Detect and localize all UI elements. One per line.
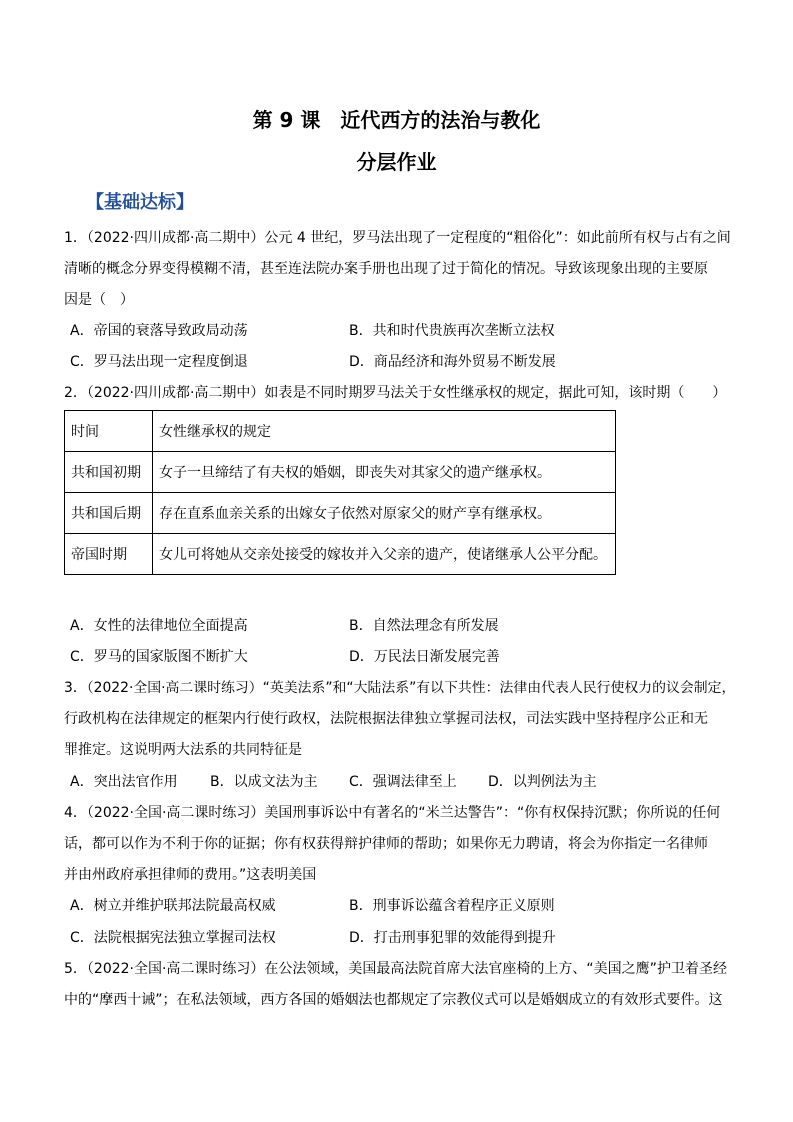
- lesson-title: 第 9 课 近代西方的法治与教化: [252, 108, 541, 132]
- question-5-line-2: 中的“摩西十诫”；在私法领域，西方各国的婚姻法也都规定了宗教仪式可以是婚姻成立的有效形式要件。这: [64, 992, 723, 1008]
- question-2-option-c: C．罗马的国家版图不断扩大: [70, 649, 248, 665]
- question-3-option-b: B．以成文法为主: [210, 774, 318, 790]
- question-3-option-a: A．突出法官作用: [70, 774, 178, 790]
- question-3-option-d: D．以判例法为主: [488, 774, 597, 790]
- question-3-line-2: 行政机构在法律规定的框架内行使行政权，法院根据法律独立掌握司法权，司法实践中坚持程序公正和无: [64, 711, 708, 727]
- question-5-line-1: 5．（2022·全国·高二课时练习）在公法领域，美国最高法院首席大法官座椅的上方、“美国之鹰”护卫着圣经: [64, 961, 727, 977]
- question-3-line-3: 罪推定。这说明两大法系的共同特征是: [64, 742, 302, 758]
- section-heading: 【基础达标】: [86, 192, 194, 213]
- table-cell: 女子一旦缔结了有夫权的婚姻，即丧失对其家父的遗产继承权。: [153, 452, 616, 493]
- question-2-option-b: B．自然法理念有所发展: [349, 618, 499, 634]
- table-cell: 时间: [65, 411, 153, 452]
- question-2-stem: 2．（2022·四川成都·高二期中）如表是不同时期罗马法关于女性继承权的规定，据此可知，该时期（ ）: [64, 385, 727, 401]
- table-row: [65, 534, 616, 575]
- question-1-option-c: C．罗马法出现一定程度倒退: [70, 354, 248, 370]
- question-4-option-d: D．打击刑事犯罪的效能得到提升: [349, 930, 556, 946]
- question-1-line-1: 1．（2022·四川成都·高二期中）公元 4 世纪，罗马法出现了一定程度的“粗俗化”：如此前所有权与占有之间: [64, 230, 731, 246]
- table-row: [65, 493, 616, 534]
- table-cell: 共和国后期: [65, 493, 153, 534]
- question-3-option-c: C．强调法律至上: [349, 774, 457, 790]
- question-4-line-2: 话，都可以作为不利于你的证据；你有权获得辩护律师的帮助；如果你无力聘请，将会为你指定一名律师: [64, 836, 708, 852]
- table-row: [65, 452, 616, 493]
- question-4-line-3: 并由州政府承担律师的费用。”这表明美国: [64, 867, 317, 883]
- table-cell: 帝国时期: [65, 534, 153, 575]
- table-cell: 女儿可将她从交亲处接受的嫁妆并入父亲的遗产，使诸继承人公平分配。: [153, 534, 616, 575]
- inheritance-table: [64, 410, 616, 575]
- question-1-option-a: A．帝国的衰落导致政局动荡: [70, 323, 248, 339]
- table-cell: 存在直系血亲关系的出嫁女子依然对原家父的财产享有继承权。: [153, 493, 616, 534]
- lesson-subtitle: 分层作业: [356, 150, 437, 174]
- table-cell: 女性继承权的规定: [153, 411, 616, 452]
- question-2-option-d: D．万民法日渐发展完善: [349, 649, 500, 665]
- question-2-option-a: A．女性的法律地位全面提高: [70, 618, 248, 634]
- question-4-option-a: A．树立并维护联邦法院最高权威: [70, 898, 276, 914]
- question-3-line-1: 3．（2022·全国·高二课时练习）“英美法系”和“大陆法系”有以下共性：法律由代表人民行使权力的议会制定，: [64, 680, 736, 696]
- table-cell: 共和国初期: [65, 452, 153, 493]
- question-1-option-d: D．商品经济和海外贸易不断发展: [349, 354, 556, 370]
- table-row: [65, 411, 616, 452]
- question-1-option-b: B．共和时代贵族再次垄断立法权: [349, 323, 555, 339]
- question-1-line-3: 因是（ ）: [64, 292, 134, 308]
- question-1-line-2: 清晰的概念分界变得模糊不清，甚至连法院办案手册也出现了过于简化的情况。导致该现象出现的主要原: [64, 261, 708, 277]
- question-4-option-c: C．法院根据宪法独立掌握司法权: [70, 930, 276, 946]
- question-4-line-1: 4．（2022·全国·高二课时练习）美国刑事诉讼中有著名的“米兰达警告”：“你有权保持沉默；你所说的任何: [64, 805, 721, 821]
- question-4-option-b: B．刑事诉讼蕴含着程序正义原则: [349, 898, 555, 914]
